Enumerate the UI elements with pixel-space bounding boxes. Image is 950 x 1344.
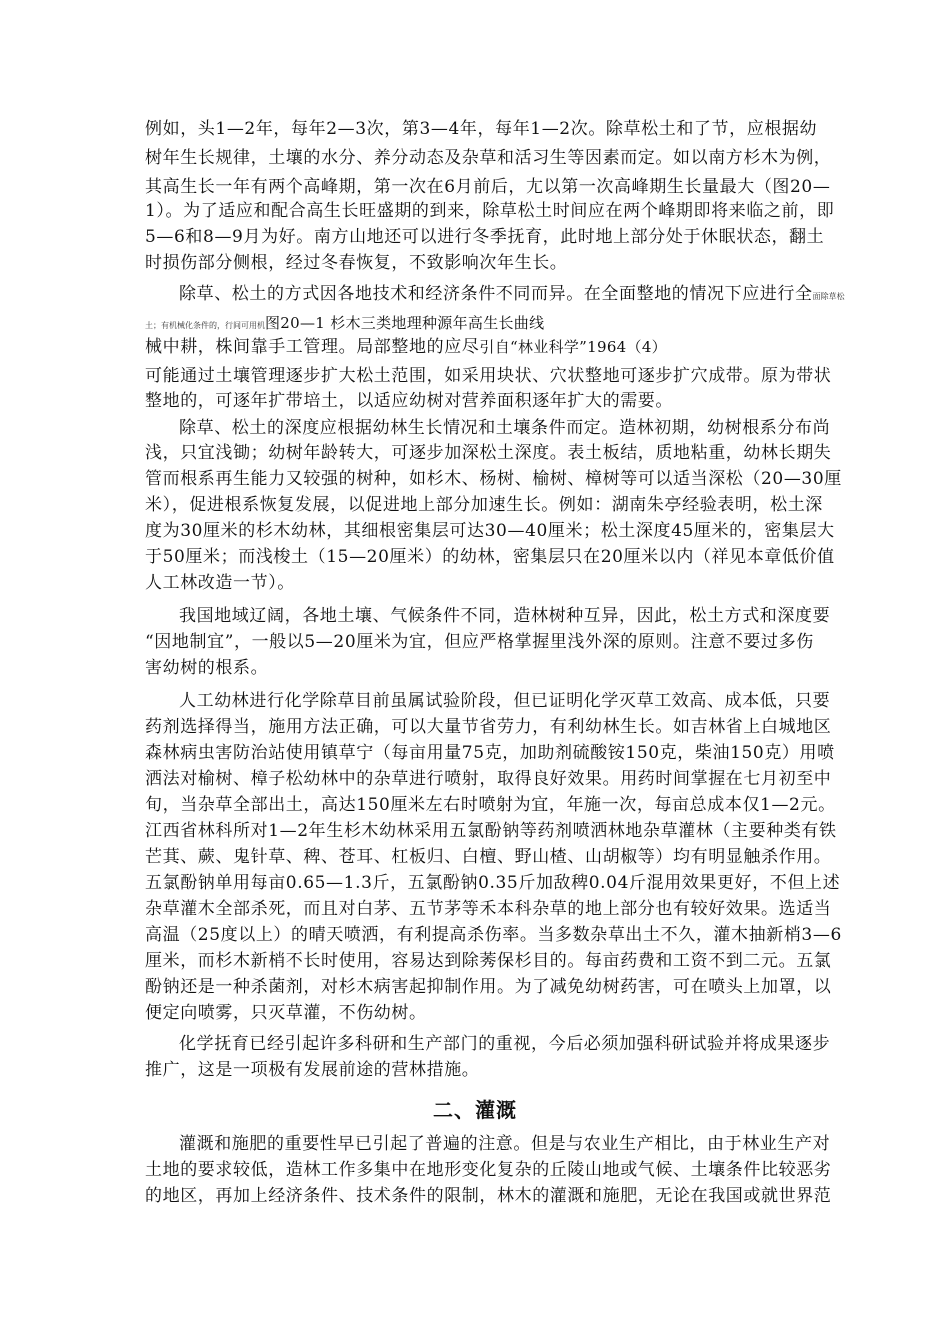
text-line: 度为30厘米的杉木幼林，其细根密集层可达30—40厘米；松土深度45厘米的，密集层大: [145, 521, 835, 541]
text-line: 树年生长规律，土壤的水分、养分动态及杂草和活习生等因素而定。如以南方杉木为例，: [145, 148, 832, 168]
text-line: 人工林改造一节）。: [145, 573, 295, 593]
text-line: 除草、松土的深度应根据幼林生长情况和土壤条件而定。造林初期，幼树根系分布尚: [179, 418, 831, 438]
text-line: 1）。为了适应和配合高生长旺盛期的到来，除草松土时间应在两个峰期即将来临之前，即: [145, 201, 835, 221]
text-line: 森林病虫害防治站使用镇草宁（每亩用量75克，加助剂硫酸铵150克，柴油150克）用喷: [145, 743, 835, 763]
text-line: [179, 282, 845, 309]
text-line: 时损伤部分侧根，经过冬春恢复，不致影响次年生长。: [145, 253, 568, 273]
text-line: 洒法对榆树、樟子松幼林中的杂草进行喷射，取得良好效果。用药时间掌握在七月初至中: [145, 769, 832, 789]
text-line: 5—6和8—9月为好。南方山地还可以进行冬季抚育，此时地上部分处于休眠状态，翻土: [145, 227, 825, 247]
text-line: 旬，当杂草全部出土，高达150厘米左右时喷射为宜，年施一次，每亩总成本仅1—2元。: [145, 795, 836, 815]
text-line: 高温（25度以上）的晴天喷洒，有利提高杀伤率。当多数杂草出土不久，灌木抽新梢3—6: [145, 925, 842, 945]
text-line: 其高生长一年有两个高峰期，第一次在6月前后，尢以第一次高峰期生长量最大（图20—: [145, 177, 831, 197]
text-line: 例如，头1—2年，每年2—3次，第3—4年，每年1—2次。除草松土和了节，应根据幼: [145, 119, 818, 139]
text-line: 浅，只宜浅锄；幼树年龄转大，可逐步加深松土深度。表土板结，质地粘重，幼林长期失: [145, 443, 832, 463]
figure-caption-line: [145, 311, 905, 338]
text-line: 管而根系再生能力又较强的树种，如杉木、杨树、榆树、樟树等可以适当深松（20—30厘: [145, 469, 842, 489]
figure-source: 引自“林业科学”1964（4）: [479, 338, 667, 356]
figure-caption: 图20—1 杉木三类地理种源年高生长曲线: [265, 314, 545, 332]
figure-note-fragment: 土；有机械化条件的，行间可用机: [145, 321, 265, 330]
text-line: 米），促进根系恢复发展，以促进地上部分加速生长。例如：湖南朱亭经验表明，松土深: [145, 495, 823, 515]
text-line: 我国地域辽阔，各地土壤、气候条件不同，造林树种互异，因此，松土方式和深度要: [179, 606, 831, 626]
text-line: 药剂选择得当，施用方法正确，可以大量节省劳力，有利幼林生长。如吉林省上白城地区: [145, 717, 832, 737]
text-line: 五氯酚钠单用每亩0.65—1.3斤，五氯酚钠0.35斤加敌稗0.04斤混用效果更好，不但上述: [145, 873, 841, 893]
section-heading: 二、灌溉: [433, 1098, 517, 1122]
text-line: 整地的，可逐年扩带培土，以适应幼树对营养面积逐年扩大的需要。: [145, 391, 673, 411]
text-line: 杂草灌木全部杀死，而且对白茅、五节茅等禾本科杂草的地上部分也有较好效果。选适当: [145, 899, 832, 919]
text-line: 便定向喷雾，只灭草灌，不伤幼树。: [145, 1003, 427, 1023]
text-line: 推广，这是一项极有发展前途的营林措施。: [145, 1060, 480, 1080]
text-line: “因地制宜”，一般以5—20厘米为宜，但应严格掌握里浅外深的原则。注意不要过多伤: [145, 632, 814, 652]
text-line: 于50厘米；而浅梭土（15—20厘米）的幼林，密集层只在20厘米以内（祥见本章低价值: [145, 547, 835, 567]
text-line: 的地区，再加上经济条件、技术条件的限制，林木的灌溉和施肥，无论在我国或就世界范: [145, 1186, 832, 1206]
text-line: [145, 335, 825, 359]
text-line: 芒萁、蕨、鬼针草、稗、苍耳、杠板归、白檀、野山楂、山胡椒等）均有明显触杀作用。: [145, 847, 832, 867]
figure-note-fragment: 面除草松: [812, 292, 845, 301]
text-line: 可能通过土壤管理逐步扩大松土范围，如采用块状、穴状整地可逐步扩穴成带。原为带状: [145, 366, 832, 386]
paragraph-text: 械中耕，株间靠手工管理。局部整地的应尽: [145, 337, 480, 357]
text-line: 酚钠还是一种杀菌剂，对杉木病害起抑制作用。为了减免幼树药害，可在喷头上加罩，以: [145, 977, 832, 997]
text-line: 厘米，而杉木新梢不长时使用，容易达到除莠保杉目的。每亩药费和工资不到二元。五氯: [145, 951, 832, 971]
text-line: 灌溉和施肥的重要性早已引起了普遍的注意。但是与农业生产相比，由于林业生产对: [179, 1134, 831, 1154]
text-line: 化学抚育已经引起许多科研和生产部门的重视，今后必须加强科研试验并将成果逐步: [179, 1034, 831, 1054]
text-line: 人工幼林进行化学除草目前虽属试验阶段，但已证明化学灭草工效高、成本低，只要: [179, 691, 831, 711]
text-line: 土地的要求较低，造林工作多集中在地形变化复杂的丘陵山地或气候、土壤条件比较恶劣: [145, 1160, 832, 1180]
paragraph-text: 除草、松土的方式因各地技术和经济条件不同而异。在全面整地的情况下应进行全: [179, 284, 813, 304]
text-line: 江西省林科所对1—2年生杉木幼林采用五氯酚钠等药剂喷洒林地杂草灌林（主要种类有铁: [145, 821, 837, 841]
text-line: 害幼树的根系。: [145, 658, 269, 678]
